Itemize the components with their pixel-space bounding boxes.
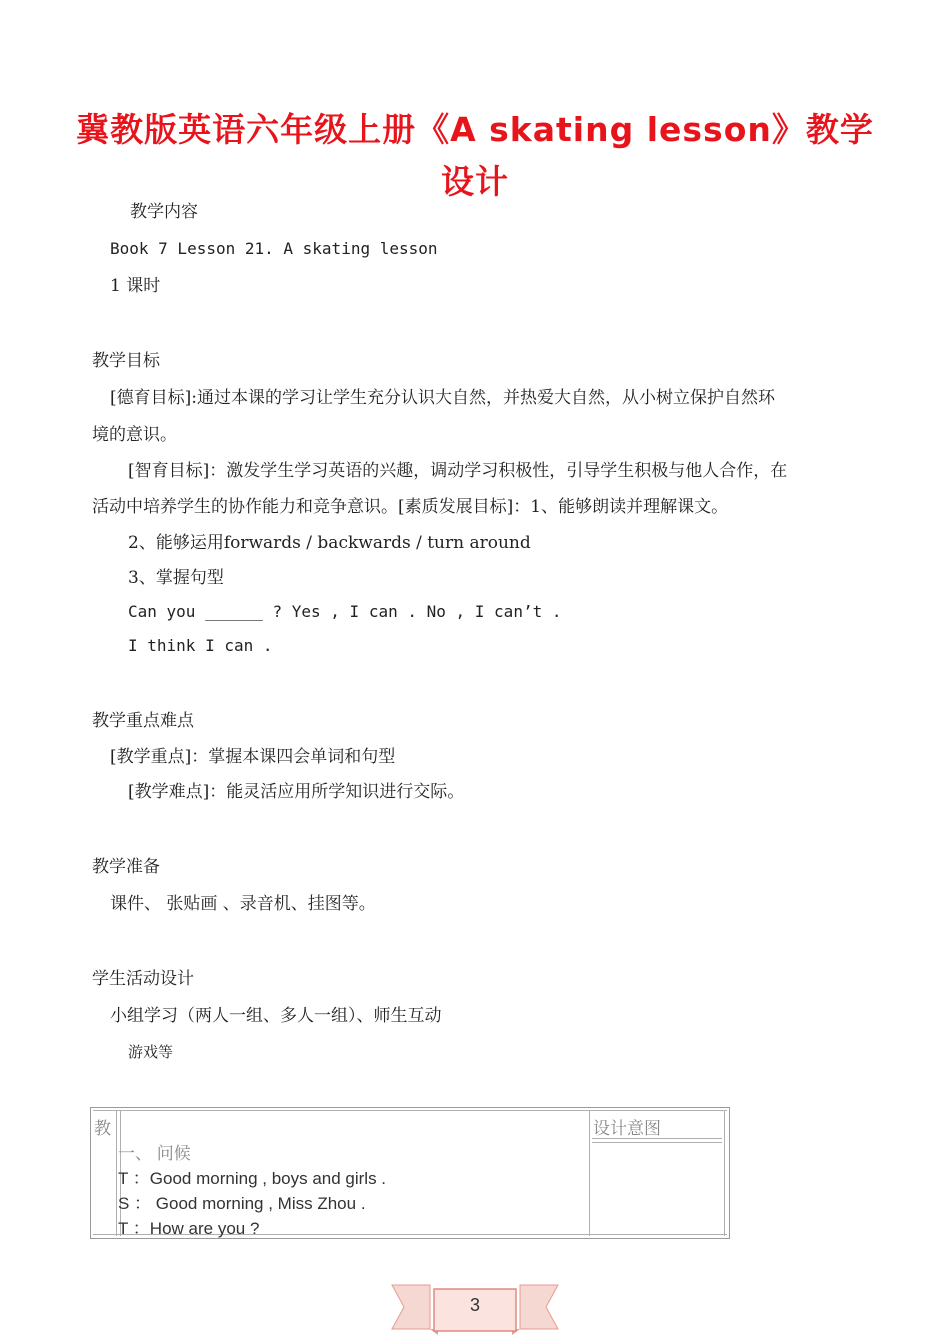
activities-line2: 游戏等 — [128, 1043, 174, 1061]
moral-objective-line2: 境的意识。 — [92, 425, 177, 445]
objectives-heading: 教学目标 — [92, 351, 160, 371]
table-row-greeting: 一、 问候 — [118, 1144, 191, 1163]
table-inner-top-border — [93, 1110, 727, 1111]
activities-line1: 小组学习（两人一组、多人一组）、师生互动 — [110, 1006, 442, 1026]
table-col-divider-2 — [589, 1110, 590, 1236]
preparation-items: 课件、 张贴画 、录音机、挂图等。 — [110, 894, 376, 914]
document-title-line2: 设计 — [441, 162, 509, 201]
content-heading: 教学内容 — [130, 202, 198, 222]
intellect-objective-line1: [智育目标]：激发学生学习英语的兴趣，调动学习积极性，引导学生积极与他人合作，在 — [128, 461, 788, 481]
objective-item-3: 3、掌握句型 — [128, 568, 224, 588]
table-row-teacher-1: T ：Good morning , boys and girls . — [118, 1169, 387, 1188]
table-col-divider-3 — [724, 1110, 725, 1236]
page-number-badge — [390, 1275, 560, 1337]
sentence-pattern-1: Can you ______ ? Yes , I can . No , I can’t . — [128, 602, 562, 621]
lesson-period: 1 课时 — [110, 276, 161, 296]
table-col-divider-1 — [116, 1110, 117, 1236]
page-number: 3 — [469, 1295, 480, 1315]
document-title-line1: 冀教版英语六年级上册《A skating lesson》教学 — [76, 110, 874, 149]
sentence-pattern-2: I think I can . — [128, 636, 273, 655]
objective-item-2: 2、能够运用forwards / backwards / turn around — [128, 533, 531, 553]
table-design-intent-header: 设计意图 — [593, 1119, 661, 1138]
table-row-teacher-2: T ：How are you ? — [118, 1219, 260, 1238]
intellect-objective-line2: 活动中培养学生的协作能力和竞争意识。[素质发展目标]：1、能够朗读并理解课文。 — [92, 497, 729, 517]
keypoints-heading: 教学重点难点 — [92, 711, 194, 731]
book-lesson: Book 7 Lesson 21. A skating lesson — [110, 239, 438, 258]
activities-heading: 学生活动设计 — [92, 969, 194, 989]
key-point: [教学重点]：掌握本课四会单词和句型 — [110, 747, 396, 767]
preparation-heading: 教学准备 — [92, 857, 160, 877]
table-col1-header: 教 — [94, 1119, 111, 1138]
difficult-point: [教学难点]：能灵活应用所学知识进行交际。 — [128, 782, 465, 802]
table-row-student-1: S ： Good morning , Miss Zhou . — [118, 1194, 366, 1213]
table-header-divider-2 — [592, 1142, 722, 1143]
moral-objective-line1: [德育目标]:通过本课的学习让学生充分认识大自然，并热爱大自然，从小树立保护自然环 — [110, 388, 775, 408]
